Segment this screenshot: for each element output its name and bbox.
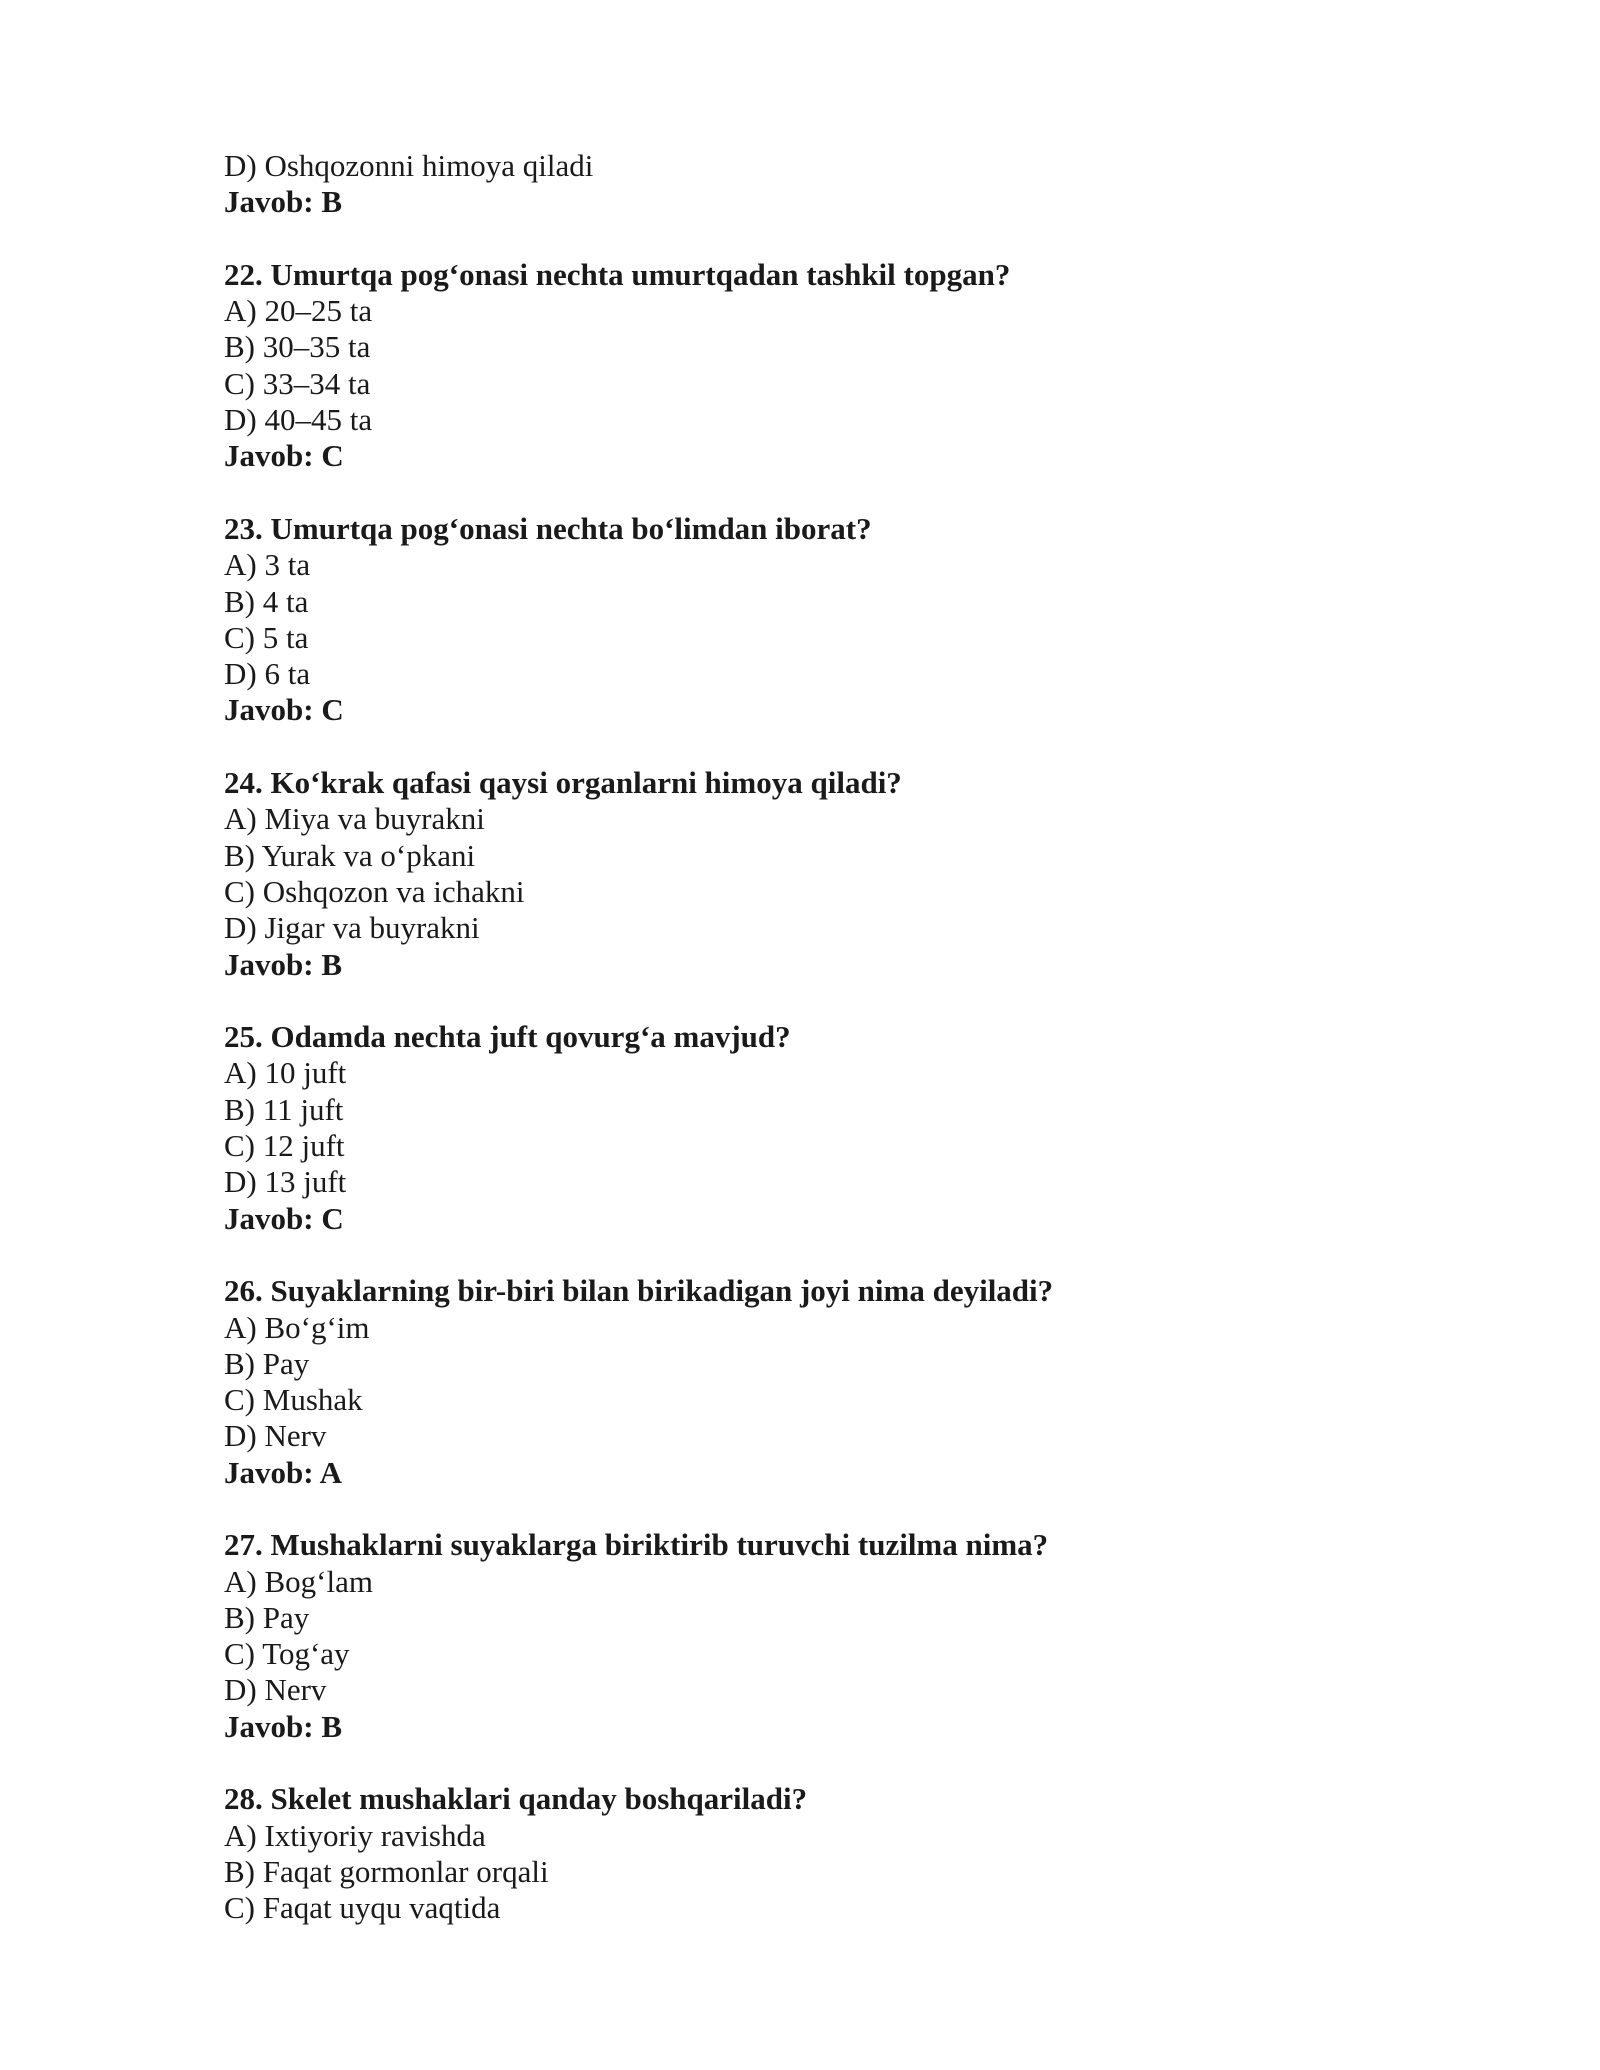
- option-b: B) Yurak va o‘pkani: [224, 837, 476, 873]
- option-a: A) 10 juft: [224, 1055, 347, 1091]
- spacer: [224, 221, 1424, 257]
- option-d: D) Oshqozonni himoya qiladi: [224, 148, 594, 183]
- answer-line: Javob: C: [224, 438, 344, 474]
- option-c: C) 33–34 ta: [224, 365, 371, 401]
- option-d: D) 13 juft: [224, 1164, 347, 1200]
- option-a: A) Bo‘g‘im: [224, 1309, 370, 1345]
- spacer: [224, 983, 1424, 1019]
- option-a: A) Miya va buyrakni: [224, 801, 485, 837]
- document-content: [224, 148, 1424, 1927]
- question-23: 23. Umurtqa pog‘onasi nechta bo‘limdan iborat?: [224, 510, 872, 546]
- spacer: [224, 475, 1424, 511]
- option-c: C) 12 juft: [224, 1128, 345, 1164]
- spacer: [224, 1237, 1424, 1273]
- spacer: [224, 1745, 1424, 1781]
- option-c: C) Faqat uyqu vaqtida: [224, 1890, 501, 1926]
- option-c: C) Tog‘ay: [224, 1636, 350, 1672]
- answer-line: Javob: B: [224, 1708, 342, 1744]
- answer-line: Javob: C: [224, 692, 344, 728]
- spacer: [224, 1491, 1424, 1527]
- option-c: C) 5 ta: [224, 619, 309, 655]
- answer-line: Javob: B: [224, 184, 342, 220]
- question-25: 25. Odamda nechta juft qovurg‘a mavjud?: [224, 1019, 791, 1055]
- option-d: D) 6 ta: [224, 656, 311, 692]
- option-a: A) 20–25 ta: [224, 293, 373, 329]
- option-b: B) Pay: [224, 1345, 310, 1381]
- option-a: A) 3 ta: [224, 547, 311, 583]
- answer-line: Javob: B: [224, 946, 342, 982]
- option-b: B) 11 juft: [224, 1091, 344, 1127]
- question-24: 24. Ko‘krak qafasi qaysi organlarni himoya qiladi?: [224, 765, 902, 801]
- answer-line: Javob: A: [224, 1454, 342, 1490]
- option-b: B) 30–35 ta: [224, 329, 371, 365]
- option-d: D) Nerv: [224, 1672, 327, 1708]
- answer-line: Javob: C: [224, 1200, 344, 1236]
- question-28: 28. Skelet mushaklari qanday boshqariladi?: [224, 1781, 808, 1817]
- option-a: A) Ixtiyoriy ravishda: [224, 1817, 486, 1853]
- option-c: C) Oshqozon va ichakni: [224, 873, 525, 909]
- option-c: C) Mushak: [224, 1382, 363, 1418]
- question-27: 27. Mushaklarni suyaklarga biriktirib turuvchi tuzilma nima?: [224, 1527, 1049, 1563]
- question-26: 26. Suyaklarning bir-biri bilan birikadigan joyi nima deyiladi?: [224, 1273, 1054, 1309]
- option-d: D) Jigar va buyrakni: [224, 910, 480, 946]
- option-b: B) Pay: [224, 1599, 310, 1635]
- spacer: [224, 729, 1424, 765]
- option-a: A) Bog‘lam: [224, 1563, 373, 1599]
- option-d: D) Nerv: [224, 1418, 327, 1454]
- question-22: 22. Umurtqa pog‘onasi nechta umurtqadan tashkil topgan?: [224, 256, 1011, 292]
- option-d: D) 40–45 ta: [224, 402, 373, 438]
- option-b: B) 4 ta: [224, 583, 309, 619]
- option-b: B) Faqat gormonlar orqali: [224, 1853, 549, 1889]
